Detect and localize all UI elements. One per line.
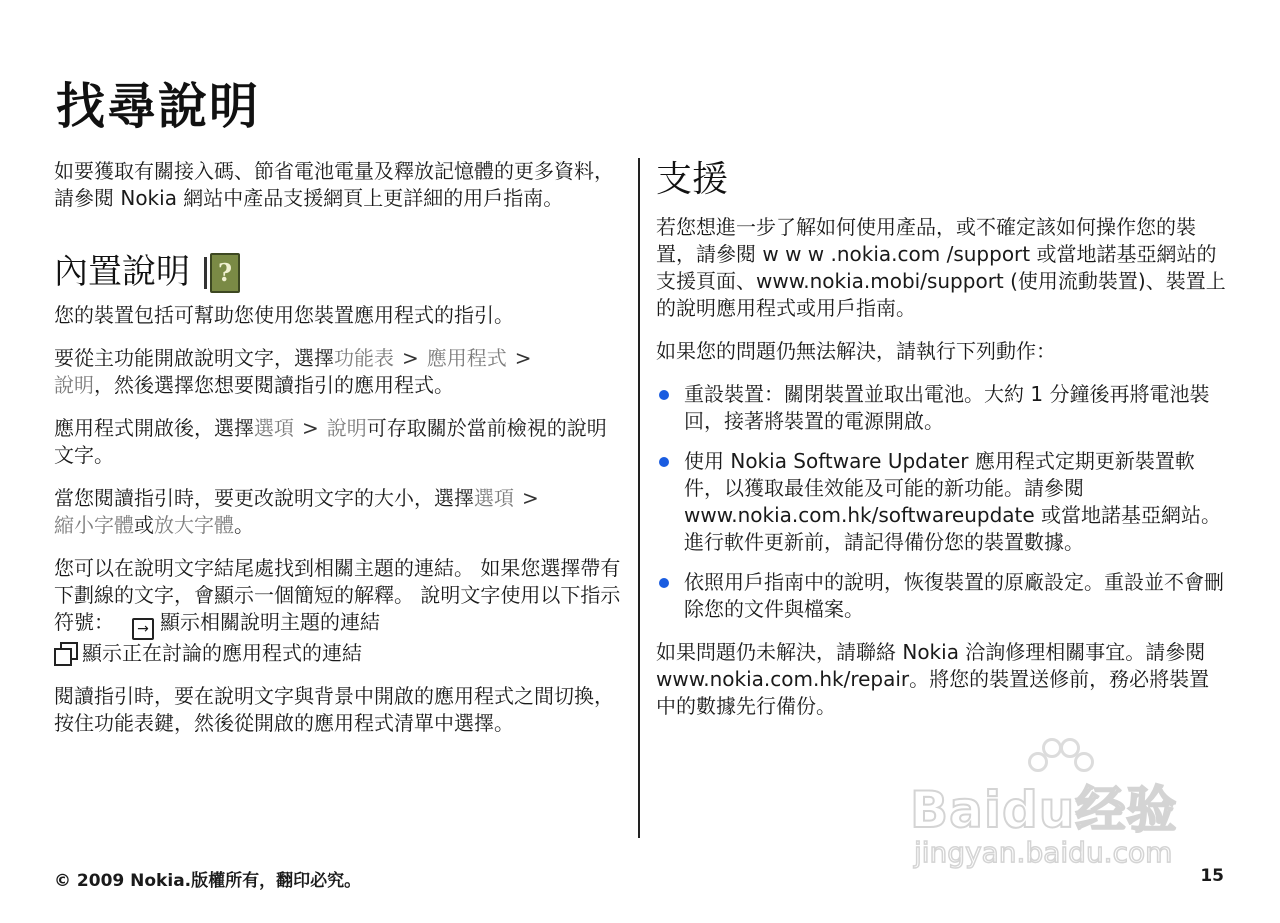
menu-separator: > [402, 346, 419, 370]
builtin-p4 [54, 485, 626, 539]
column-divider [638, 158, 640, 838]
related-topic-link-icon: → [132, 618, 154, 640]
baidu-watermark [910, 738, 1210, 878]
list-item-text: 使用 Nokia Software Updater 應用程式定期更新裝置軟件，以獲取最佳效能及可能的新功能。請參閱 www.nokia.com.hk/softwareupdate 或當地諾基亞網站。進行軟件更新前，請記得備份您的裝置數據。 [684, 449, 1222, 554]
help-app-icon: ? [204, 253, 238, 291]
watermark-url: jingyan.baidu.com [914, 836, 1173, 869]
page-number: 15 [1200, 866, 1224, 886]
menu-separator: > [302, 416, 319, 440]
menu-path-help: 說明 [326, 416, 367, 440]
related-topic-link-text: 顯示相關說明主題的連結 [160, 610, 380, 634]
menu-path-zoom-in: 放大字體 [154, 513, 234, 537]
menu-path-zoom-out: 縮小字體 [54, 513, 134, 537]
builtin-help-heading-text: 內置說明 [54, 252, 190, 292]
page-title: 找尋說明 [56, 78, 261, 135]
p2-pre-text: 要從主功能開啟說明文字，選擇 [54, 346, 334, 370]
builtin-p2 [54, 345, 626, 399]
application-link-icon [54, 642, 76, 664]
left-column [54, 158, 626, 753]
list-item [656, 569, 1228, 623]
p4-mid-text: 或 [134, 513, 154, 537]
p4-post-text: 。 [234, 513, 254, 537]
bullet-icon [659, 578, 669, 588]
builtin-p6: 閱讀指引時，要在說明文字與背景中開啟的應用程式之間切換，按住功能表鍵，然後從開啟的應用程式清單中選擇。 [54, 684, 614, 735]
intro-paragraph: 如要獲取有關接入碼、節省電池電量及釋放記憶體的更多資料，請參閱 Nokia 網站中產品支援網頁上更詳細的用戶指南。 [54, 159, 614, 210]
p2-post-text: ，然後選擇您想要閱讀指引的應用程式。 [94, 373, 454, 397]
list-item [656, 381, 1228, 435]
builtin-p5 [54, 555, 626, 667]
p5-text: 您可以在說明文字結尾處找到相關主題的連結。 如果您選擇帶有下劃線的文字，會顯示一個簡短的解釋。 說明文字使用以下指示符號： [54, 556, 621, 634]
menu-separator: > [514, 346, 532, 370]
builtin-p1: 您的裝置包括可幫助您使用您裝置應用程式的指引。 [54, 303, 514, 327]
support-steps-list [656, 381, 1228, 623]
menu-separator: > [522, 486, 539, 510]
support-p2: 如果您的問題仍無法解決，請執行下列動作： [656, 339, 1056, 363]
support-p1: 若您想進一步了解如何使用產品，或不確定該如何操作您的裝置，請參閱 w w w .nokia.com /support 或當地諾基亞網站的支援頁面、www.nokia.mobi/support (使用流動裝置)、裝置上的說明應用程式或用戶指南。 [656, 215, 1226, 320]
support-heading: 支援 [656, 159, 729, 200]
list-item-text: 依照用戶指南中的說明，恢復裝置的原廠設定。重設並不會刪除您的文件與檔案。 [684, 570, 1224, 621]
builtin-help-heading [54, 252, 626, 292]
bullet-icon [659, 457, 669, 467]
p3-pre-text: 應用程式開啟後，選擇 [54, 416, 254, 440]
menu-path-help: 說明 [54, 373, 94, 397]
list-item [656, 448, 1228, 556]
menu-path-applications: 應用程式 [426, 346, 507, 370]
copyright-footer: © 2009 Nokia.版權所有，翻印必究。 [54, 871, 362, 891]
bullet-icon [659, 390, 669, 400]
application-link-text: 顯示正在討論的應用程式的連結 [82, 641, 362, 665]
list-item-text: 重設裝置：關閉裝置並取出電池。大約 1 分鐘後再將電池裝回，接著將裝置的電源開啟。 [684, 382, 1210, 433]
p4-pre-text: 當您閱讀指引時，要更改說明文字的大小，選擇 [54, 486, 474, 510]
menu-path-options: 選項 [254, 416, 294, 440]
watermark-brand: Baidu经验 [910, 781, 1178, 839]
builtin-p3 [54, 415, 626, 469]
p3-post-text: 可存取關於當前檢視的說明文字。 [54, 416, 607, 467]
menu-path-menu: 功能表 [334, 346, 394, 370]
right-column [656, 158, 1228, 736]
menu-path-options: 選項 [474, 486, 514, 510]
support-p3: 如果問題仍未解決，請聯絡 Nokia 洽詢修理相關事宜。請參閱 www.nokia.com.hk/repair。將您的裝置送修前，務必將裝置中的數據先行備份。 [656, 640, 1210, 718]
